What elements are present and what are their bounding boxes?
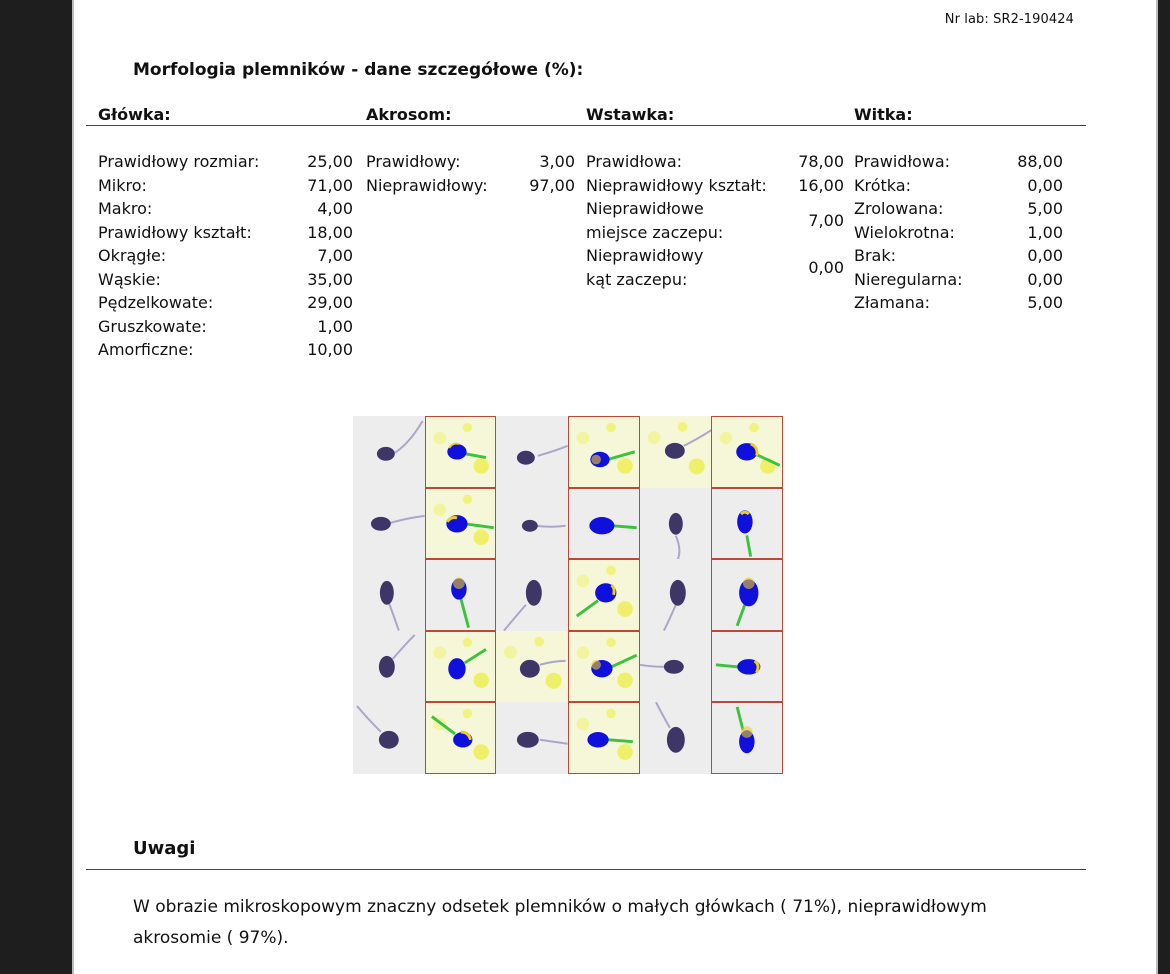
segmented-cell-tile: [425, 559, 497, 631]
viewer-left-margin: [0, 0, 74, 974]
tail-value: 0,00: [1027, 246, 1063, 265]
raw-cell-tile: [640, 416, 712, 488]
raw-cell-tile: [640, 488, 712, 560]
lab-number: Nr lab: SR2-190424: [944, 12, 1074, 27]
tail-value: 0,00: [1027, 175, 1063, 195]
tail-label: Brak:: [854, 246, 897, 265]
tail-label: Krótka:: [854, 175, 911, 195]
segmented-cell-tile: [711, 631, 783, 703]
head-value: 71,00: [307, 175, 353, 195]
raw-cell-tile: [353, 631, 425, 703]
acrosome-label: Prawidłowy:: [366, 152, 461, 171]
remarks-text: W obrazie mikroskopowym znaczny odsetek plemników o małych główkach ( 71%), nieprawidłowym akrosomie ( 97%).: [133, 897, 987, 948]
midpiece-label: Prawidłowa:: [586, 152, 683, 171]
acrosome-value: 3,00: [539, 152, 575, 171]
head-label: Okrągłe:: [98, 246, 167, 265]
head-label: Prawidłowy rozmiar:: [98, 152, 260, 171]
raw-cell-tile: [353, 559, 425, 631]
head-label: Gruszkowate:: [98, 316, 207, 336]
segmented-cell-tile: [425, 416, 497, 488]
tail-label: Nieregularna:: [854, 269, 963, 289]
tail-label: Złamana:: [854, 293, 931, 312]
head-value: 4,00: [317, 199, 353, 218]
midpiece-column-heading: Wstawka:: [586, 105, 675, 124]
segmented-cell-tile: [568, 488, 640, 560]
segmented-cell-tile: [425, 488, 497, 560]
head-label: Mikro:: [98, 175, 147, 195]
head-label: Wąskie:: [98, 269, 161, 289]
tail-label: Prawidłowa:: [854, 152, 951, 171]
head-value: 10,00: [307, 340, 353, 359]
segmented-cell-tile: [711, 702, 783, 774]
head-value: 18,00: [307, 222, 353, 242]
head-value: 1,00: [317, 316, 353, 336]
raw-cell-tile: [640, 702, 712, 774]
raw-cell-tile: [496, 488, 568, 560]
viewer-right-margin: [1156, 0, 1170, 974]
segmented-cell-tile: [568, 416, 640, 488]
segmented-cell-tile: [711, 488, 783, 560]
segmented-cell-tile: [425, 631, 497, 703]
head-label: Makro:: [98, 199, 153, 218]
midpiece-label: Nieprawidłowy: [586, 246, 704, 265]
midpiece-label: kąt zaczepu:: [586, 269, 688, 289]
segmented-cell-tile: [711, 559, 783, 631]
midpiece-value: 7,00: [808, 210, 844, 230]
head-column-heading: Główka:: [98, 105, 171, 124]
segmented-cell-tile: [425, 702, 497, 774]
head-value: 25,00: [307, 152, 353, 171]
head-value: 35,00: [307, 269, 353, 289]
midpiece-value: 0,00: [808, 257, 844, 277]
segmented-cell-tile: [568, 631, 640, 703]
segmented-cell-tile: [711, 416, 783, 488]
page-title: Morfologia plemników - dane szczegółowe (%):: [133, 60, 584, 80]
acrosome-value: 97,00: [529, 175, 575, 195]
remarks-divider: [86, 869, 1086, 870]
midpiece-value: 78,00: [798, 152, 844, 171]
raw-cell-tile: [353, 416, 425, 488]
raw-cell-tile: [353, 702, 425, 774]
tail-value: 88,00: [1017, 152, 1063, 171]
head-value: 29,00: [307, 293, 353, 312]
raw-cell-tile: [496, 559, 568, 631]
tail-label: Zrolowana:: [854, 199, 944, 218]
raw-cell-tile: [353, 488, 425, 560]
raw-cell-tile: [496, 631, 568, 703]
head-value: 7,00: [317, 246, 353, 265]
midpiece-label: miejsce zaczepu:: [586, 222, 724, 242]
tail-value: 0,00: [1027, 269, 1063, 289]
segmented-cell-tile: [568, 702, 640, 774]
remarks-heading: Uwagi: [133, 838, 196, 859]
header-divider: [86, 125, 1086, 126]
raw-cell-tile: [640, 559, 712, 631]
midpiece-label: Nieprawidłowy kształt:: [586, 175, 767, 195]
midpiece-label: Nieprawidłowe: [586, 199, 704, 218]
raw-cell-tile: [496, 416, 568, 488]
tail-column-heading: Witka:: [854, 105, 913, 124]
raw-cell-tile: [496, 702, 568, 774]
tail-label: Wielokrotna:: [854, 222, 955, 242]
acrosome-column-heading: Akrosom:: [366, 105, 452, 124]
raw-cell-tile: [640, 631, 712, 703]
sperm-microscopy-mosaic: [353, 416, 783, 774]
tail-value: 1,00: [1027, 222, 1063, 242]
head-label: Amorficzne:: [98, 340, 194, 359]
midpiece-value: 16,00: [798, 175, 844, 195]
segmented-cell-tile: [568, 559, 640, 631]
head-label: Pędzelkowate:: [98, 293, 214, 312]
tail-value: 5,00: [1027, 293, 1063, 312]
tail-value: 5,00: [1027, 199, 1063, 218]
head-label: Prawidłowy kształt:: [98, 222, 252, 242]
acrosome-label: Nieprawidłowy:: [366, 175, 488, 195]
